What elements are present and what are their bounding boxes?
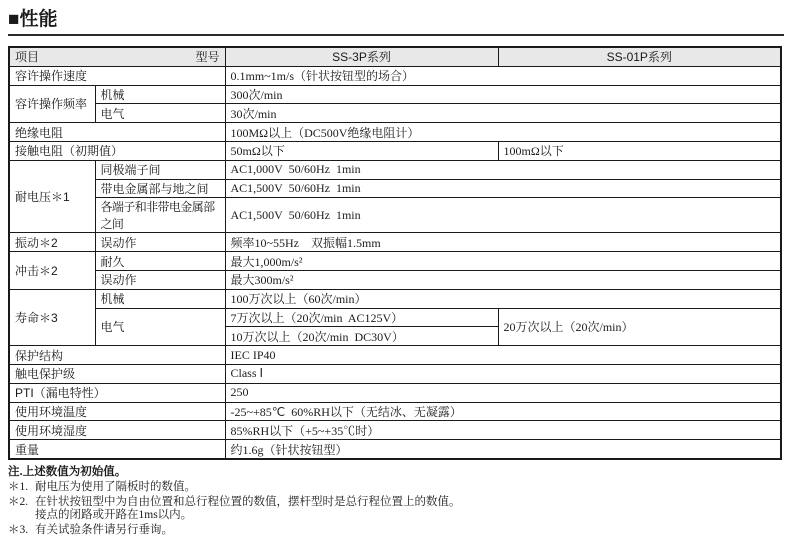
pti-value: 250 [225,383,781,402]
shock-durability-value: 最大1,000m/s² [225,252,781,271]
vibration-label: 振动＊2 [9,233,95,252]
row-weight [9,440,781,459]
row-speed [9,66,781,85]
shock-malfunction-value: 最大300m/s² [225,270,781,289]
row-frequency-electrical [9,104,781,123]
speed-label: 容许操作速度 [9,66,225,85]
table-header-row [9,47,781,66]
withstand-live-metal-ground-label: 带电金属部与地之间 [95,179,225,198]
shock-durability-label: 耐久 [95,252,225,271]
withstand-voltage-label: 耐电压＊1 [9,160,95,233]
frequency-mechanical-label: 机械 [95,85,225,104]
notes-title: 注.上述数值为初始值。 [8,465,127,478]
row-withstand-same-pole [9,160,781,179]
note-2-marker: ＊2. [8,495,29,508]
row-withstand-terminal-nonlive [9,198,781,233]
row-ambient-humidity [9,421,781,440]
note-3-marker: ＊3. [8,523,29,536]
note-1 [8,481,780,495]
note-1-marker: ＊1. [8,481,29,494]
note-2-text-line1: 在针状按钮型中为自由位置和总行程位置的数值，摆杆型时是总行程位置上的数值。 [35,495,461,508]
insulation-label: 绝缘电阻 [9,123,225,142]
shock-protection-class-value: Class Ⅰ [225,364,781,383]
ambient-humidity-value: 85%RH以下（+5~+35℃时） [225,421,781,440]
frequency-label: 容许操作频率 [9,85,95,123]
withstand-same-pole-value: AC1,000V 50/60Hz 1min [225,160,781,179]
pti-label: PTI（漏电特性） [9,383,225,402]
frequency-mechanical-value: 300次/min [225,85,781,104]
page-title: ■性能 [8,9,58,30]
row-life-mechanical [9,289,781,308]
life-electrical-value-ss01p: 20万次以上（20次/min） [498,308,781,346]
row-shock-malfunction [9,270,781,289]
row-vibration [9,233,781,252]
row-shock-protection-class [9,364,781,383]
protection-label: 保护结构 [9,346,225,365]
note-3 [8,524,780,537]
page [0,4,788,536]
row-contact-resistance [9,141,781,160]
header-series-ss01p: SS-01P系列 [498,47,781,66]
header-series-ss3p: SS-3P系列 [225,47,498,66]
insulation-value: 100MΩ以上（DC500V绝缘电阻计） [225,123,781,142]
ambient-humidity-label: 使用环境湿度 [9,421,225,440]
note-3-text: 有关试验条件请另行垂询。 [35,523,173,536]
row-shock-durability [9,252,781,271]
frequency-electrical-label: 电气 [95,104,225,123]
title-divider [8,34,784,36]
note-2 [8,496,780,523]
speed-value: 0.1mm~1m/s（针状按钮型的场合） [225,66,781,85]
vibration-sub-label: 误动作 [95,233,225,252]
protection-value: IEC IP40 [225,346,781,365]
weight-value: 约1.6g（针状按钮型） [225,440,781,459]
withstand-terminal-nonlive-value: AC1,500V 50/60Hz 1min [225,198,781,233]
life-electrical-label: 电气 [95,308,225,346]
spec-table [8,46,782,460]
note-2-text-line2: 接点的闭路或开路在1ms以内。 [35,509,193,522]
withstand-terminal-nonlive-label: 各端子和非带电金属部之间 [95,198,225,233]
row-life-electrical-1 [9,308,781,327]
shock-protection-class-label: 触电保护级 [9,364,225,383]
row-pti [9,383,781,402]
life-label: 寿命＊3 [9,289,95,345]
shock-label: 冲击＊2 [9,252,95,290]
note-1-text: 耐电压为使用了隔板时的数值。 [35,481,196,494]
note-2-text-wrap [35,496,780,523]
row-ambient-temperature [9,402,781,421]
contact-resistance-value-ss3p: 50mΩ以下 [225,141,498,160]
header-item-label: 项目 [15,50,40,65]
shock-malfunction-label: 误动作 [95,270,225,289]
row-withstand-live-metal-ground [9,179,781,198]
notes [8,466,780,537]
withstand-live-metal-ground-value: AC1,500V 50/60Hz 1min [225,179,781,198]
header-model-label: 型号 [195,50,220,65]
header-item-model-cell [9,47,225,66]
contact-resistance-label: 接触电阻（初期值） [9,141,225,160]
life-mechanical-value: 100万次以上（60次/min） [225,289,781,308]
frequency-electrical-value: 30次/min [225,104,781,123]
vibration-value: 频率10~55Hz 双振幅1.5mm [225,233,781,252]
ambient-temperature-label: 使用环境温度 [9,402,225,421]
row-frequency-mechanical [9,85,781,104]
withstand-same-pole-label: 同极端子间 [95,160,225,179]
life-mechanical-label: 机械 [95,289,225,308]
ambient-temperature-value: -25~+85℃ 60%RH以下（无结冰、无凝露） [225,402,781,421]
row-protection [9,346,781,365]
contact-resistance-value-ss01p: 100mΩ以下 [498,141,781,160]
weight-label: 重量 [9,440,225,459]
life-electrical-value2: 10万次以上（20次/min DC30V） [225,327,498,346]
row-insulation [9,123,781,142]
life-electrical-value1: 7万次以上（20次/min AC125V） [225,308,498,327]
